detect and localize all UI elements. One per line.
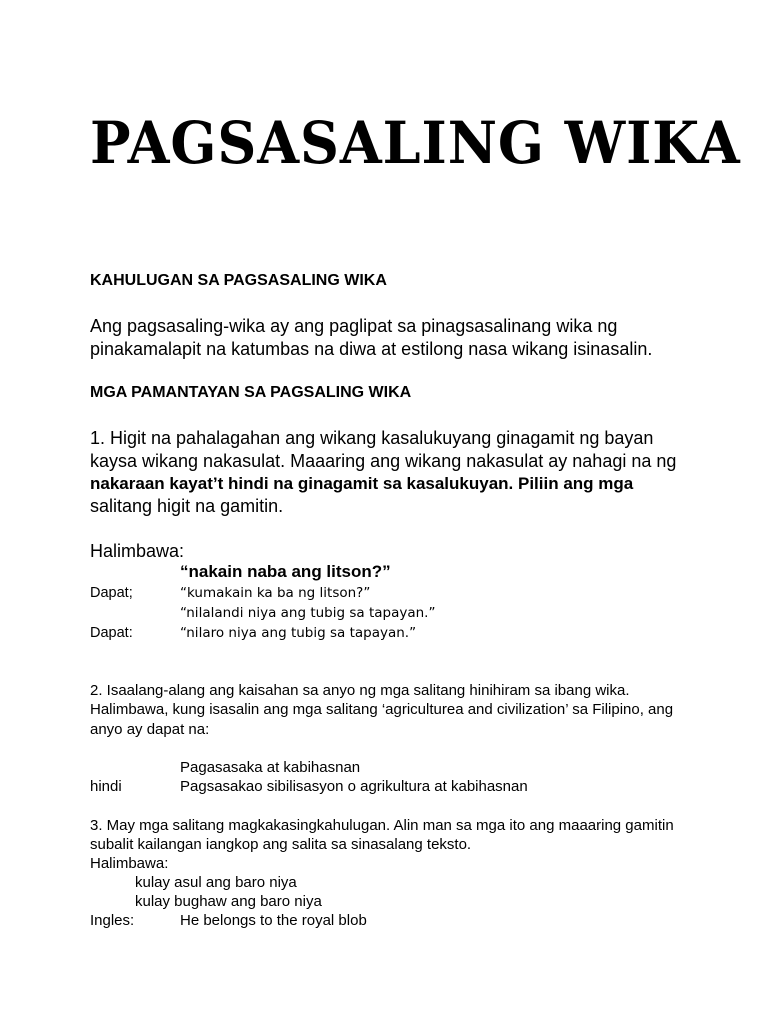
rule-3-example-label: Halimbawa: (90, 855, 169, 872)
definition-line-1: Ang pagsasaling-wika ay ang paglipat sa pinagsasalinang wika ng (90, 316, 618, 336)
rule-2-option-2-label: hindi (90, 778, 122, 795)
rule-2-line-3: anyo ay dapat na: (90, 721, 210, 738)
example-label: Halimbawa: (90, 541, 185, 561)
rule-2-line-2: Halimbawa, kung isasalin ang mga salitang ‘agriculturea and civilization’ sa Filipino, ang (90, 701, 674, 718)
example-quote: “nakain naba ang litson?” (180, 562, 391, 581)
rule-3-english-text: He belongs to the royal blob (180, 912, 367, 929)
example-row-text-3: “nilaro niya ang tubig sa tapayan.” (180, 625, 417, 641)
rule-1-line-4: salitang higit na gamitin. (90, 496, 284, 516)
rule-2-option-1: Pagasasaka at kabihasnan (180, 759, 361, 776)
rule-3-example-1: kulay asul ang baro niya (135, 874, 297, 891)
rule-3-line-2: subalit kailangan iangkop ang salita sa sinasalang teksto. (90, 836, 472, 853)
rule-2-option-2: Pagsasakao sibilisasyon o agrikultura at kabihasnan (180, 778, 528, 795)
example-row-label-3: Dapat: (90, 625, 133, 641)
rule-1-line-2: kaysa wikang nakasulat. Maaaring ang wikang nakasulat ay nahagi na ng (90, 451, 677, 471)
rule-1-line-3: nakaraan kayat’t hindi na ginagamit sa kasalukuyan. Piliin ang mga (90, 474, 634, 493)
rule-1-line-1: 1. Higit na pahalagahan ang wikang kasalukuyang ginagamit ng bayan (90, 428, 654, 448)
rule-2-line-1: 2. Isaalang-alang ang kaisahan sa anyo ng mga salitang hinihiram sa ibang wika. (90, 682, 630, 699)
rule-3-example-2: kulay bughaw ang baro niya (135, 893, 322, 910)
example-row-text-2: “nilalandi niya ang tubig sa tapayan.” (180, 605, 436, 621)
section-heading-pamantayan: MGA PAMANTAYAN SA PAGSALING WIKA (90, 384, 412, 401)
document-title: PAGSASALING WIKA (90, 109, 741, 177)
rule-3-english-label: Ingles: (90, 912, 135, 929)
definition-line-2: pinakamalapit na katumbas na diwa at estilong nasa wikang isinasalin. (90, 339, 653, 359)
example-row-text-1: “kumakain ka ba ng litson?” (180, 585, 371, 601)
example-row-label-1: Dapat; (90, 585, 133, 601)
rule-3-line-1: 3. May mga salitang magkakasingkahulugan. Alin man sa mga ito ang maaaring gamitin (90, 817, 674, 834)
section-heading-kahulugan: KAHULUGAN SA PAGSASALING WIKA (90, 272, 387, 289)
